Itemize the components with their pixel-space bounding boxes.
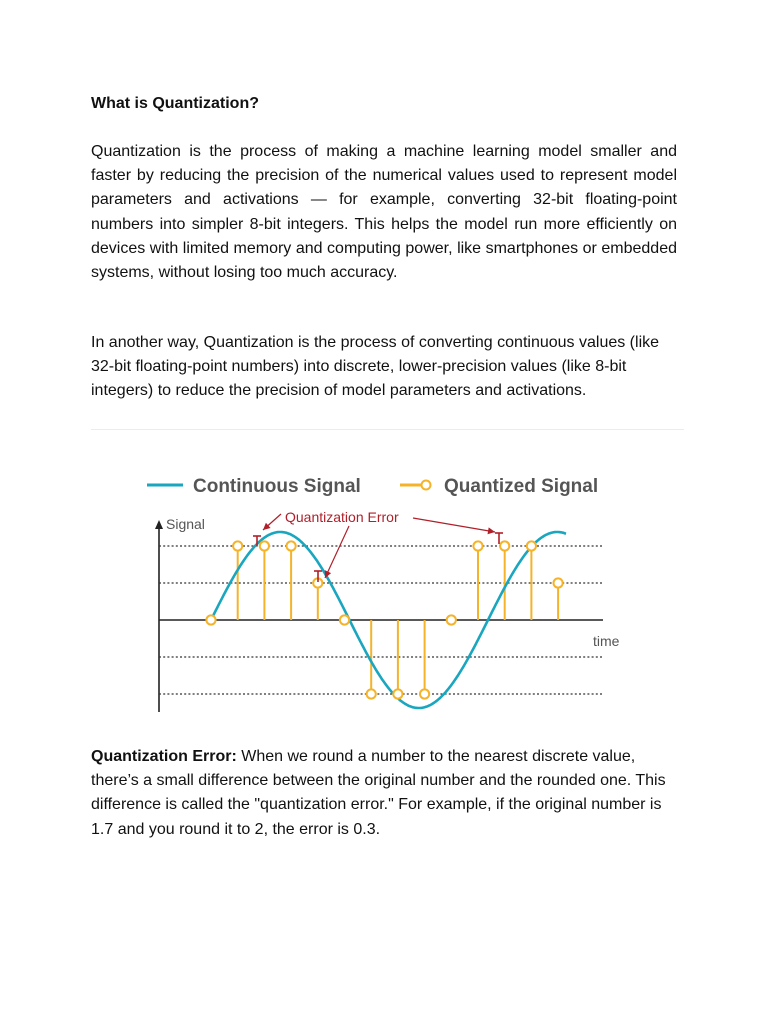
legend-quantized-label: Quantized Signal: [444, 476, 599, 497]
quantized-sample-marker: [206, 615, 215, 624]
quantized-sample-marker: [473, 541, 482, 550]
annotation-arrow: [413, 518, 495, 532]
annotation-arrowhead: [488, 527, 495, 534]
quantization-error-annotation: Quantization Error: [285, 509, 399, 525]
y-axis-label: Signal: [166, 516, 205, 532]
figure-legend: [147, 476, 598, 497]
definition-paragraph: Quantization is the process of making a machine learning model smaller and faster by reducing the precision of the numerical values used to represent model parameters and activations — for example, converting 32-bit floating-point numbers into simpler 8-bit integers. This helps the model run more efficiently on devices with limited memory and computing power, like smartphones or embedded systems, without losing too much accuracy.: [91, 143, 677, 282]
quantized-sample-marker: [554, 578, 563, 587]
quantized-sample-marker: [260, 541, 269, 550]
quantization-error-paragraph: [91, 745, 677, 842]
alternate-definition-paragraph: In another way, Quantization is the process of converting continuous values (like 32-bit floating-point numbers) into discrete, lower-precision values (like 8-bit integers) to reduce the precision of model parameters and activations.: [91, 334, 660, 400]
quantized-sample-marker: [233, 541, 242, 550]
quantization-error-description: When we round a number to the nearest discrete value, there’s a small difference between the original number and the rounded one. This difference is called the "quantization error." For example, if the original number is 1.7 and you round it to 2, the error is 0.3.: [91, 748, 666, 838]
quantized-sample-marker: [287, 541, 296, 550]
section-divider: [91, 429, 684, 430]
quantized-sample-marker: [367, 689, 376, 698]
quantization-figure: [91, 440, 684, 725]
quantized-sample-marker: [447, 615, 456, 624]
quantization-error-term: Quantization Error:: [91, 748, 237, 765]
legend-quantized-marker: [422, 481, 431, 490]
x-axis-label: time: [593, 633, 620, 649]
quantized-sample-marker: [340, 615, 349, 624]
section-heading: What is Quantization?: [91, 95, 259, 112]
quantized-sample-marker: [420, 689, 429, 698]
quantized-sample-marker: [393, 689, 402, 698]
y-axis-arrow: [155, 520, 163, 529]
quantized-sample-marker: [500, 541, 509, 550]
annotation-arrow: [325, 526, 349, 578]
quantized-sample-marker: [527, 541, 536, 550]
legend-continuous-label: Continuous Signal: [193, 476, 361, 497]
